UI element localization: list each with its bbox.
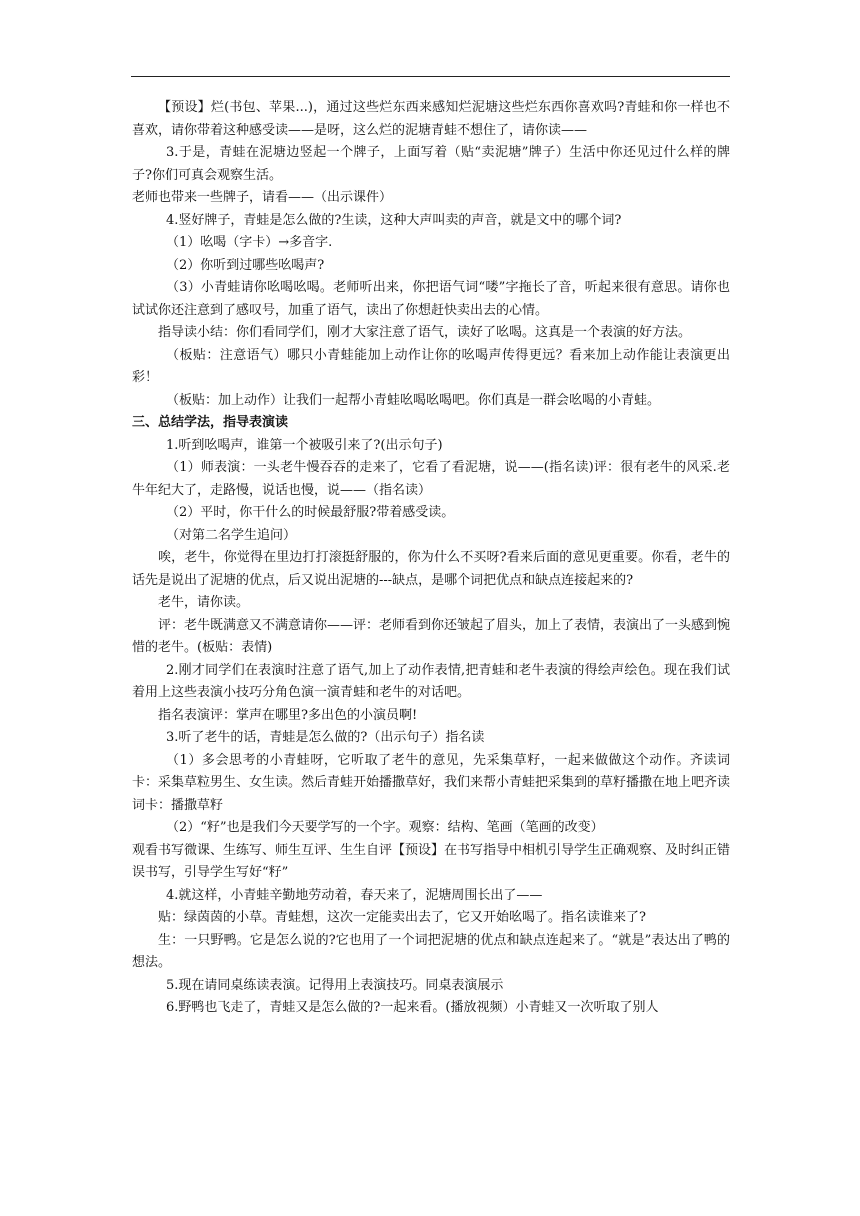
paragraph: 6.野鸭也飞走了，青蛙又是怎么做的?一起来看。(播放视频）小青蛙又一次听取了别人 — [166, 1000, 659, 1015]
paragraph: （2）你听到过哪些吆喝声? — [166, 257, 325, 273]
paragraph: 1.听到吆喝声，谁第一个被吸引来了?(出示句子) — [166, 437, 443, 453]
section-heading: 三、总结学法，指导表演读 — [132, 415, 289, 430]
paragraph: 贴：绿茵茵的小草。青蛙想，这次一定能卖出去了，它又开始吆喝了。指名读谁来了? — [158, 910, 646, 925]
paragraph: （板贴：加上动作）让我们一起帮小青蛙吆喝吆喝吧。你们真是一群会吆喝的小青蛙。 — [166, 392, 661, 408]
header-rule — [131, 76, 730, 77]
paragraph: 5.现在请同桌练读表演。记得用上表演技巧。同桌表演展示 — [166, 977, 504, 993]
paragraph: 3.听了老牛的话，青蛙是怎么做的?（出示句子）指名读 — [166, 730, 485, 745]
paragraph: （1）多会思考的小青蛙呀，它听取了老牛的意见，先采集草籽，一起来做做这个动作。齐读词卡：采集草粒男生、女生读。然后青蛙开始播撒草好，我们来帮小青蛙把采集到的草籽播撒在地上吧齐读词卡：播撒草籽 — [132, 752, 731, 813]
paragraph: 评：老牛既满意又不满意请你——评：老师看到你还皱起了眉头，加上了表情，表演出了一头感到惋惜的老牛。(板贴：表情) — [132, 617, 731, 655]
paragraph: 4.竖好牌子，青蛙是怎么做的?生读，这种大声叫卖的声音，就是文中的哪个词? — [166, 212, 622, 228]
paragraph: （对第二名学生追问） — [166, 527, 297, 543]
paragraph: （2）平时，你干什么的时候最舒服?带着感受读。 — [166, 505, 455, 520]
paragraph: 唉，老牛，你觉得在里边打打滚挺舒服的，你为什么不买呀?看来后面的意见更重要。你看，老牛的话先是说出了泥塘的优点，后又说出泥塘的---缺点，是哪个词把优点和缺点连接起来的? — [132, 550, 730, 588]
paragraph: （板贴：注意语气）哪只小青蛙能加上动作让你的吆喝声传得更远？看来加上动作能让表演更出彩！ — [132, 347, 730, 385]
paragraph: 指名表演评：掌声在哪里?多出色的小演员啊! — [158, 707, 418, 723]
paragraph: 2.刚才同学们在表演时注意了语气,加上了动作表情,把青蛙和老牛表演的得绘声绘色。现在我们试着用上这些表演小技巧分角色演一演青蛙和老牛的对话吧。 — [132, 662, 730, 700]
paragraph: （2）“籽”也是我们今天要学写的一个字。观察：结构、笔画（笔画的改变） — [166, 820, 604, 835]
paragraph: 3.于是，青蛙在泥塘边竖起一个牌子，上面写着（贴“卖泥塘”牌子）生活中你还见过什么样的牌子?你们可真会观察生活。 — [132, 145, 730, 183]
paragraph: 生：一只野鸭。它是怎么说的?它也用了一个词把泥塘的优点和缺点连起来了。“就是”表达出了鸭的想法。 — [132, 932, 730, 970]
paragraph: （1）吆喝（字卡）→多音字. — [166, 235, 333, 250]
paragraph: 指导读小结：你们看同学们，刚才大家注意了语气，读好了吆喝。这真是一个表演的好方法。 — [158, 325, 692, 340]
paragraph: （3）小青蛙请你吆喝吆喝。老师听出来，你把语气词“喽”字拖长了音，听起来很有意思。请你也试试你还注意到了感叹号，加重了语气，读出了你想赶快卖出去的心情。 — [132, 280, 730, 318]
paragraph: 4.就这样，小青蛙辛勤地劳动着，春天来了，泥塘周围长出了—— — [166, 887, 543, 903]
paragraph: 老师也带来一些牌子，请看——（出示课件） — [132, 190, 393, 205]
paragraph: 【预设】烂(书包、苹果...)，通过这些烂东西来感知烂泥塘这些烂东西你喜欢吗?青蛙和你一样也不喜欢，请你带着这种感受读——是呀，这么烂的泥塘青蛙不想住了，请你读—— — [132, 100, 730, 138]
paragraph: 老牛，请你读。 — [158, 595, 250, 610]
paragraph: （1）师表演：一头老牛慢吞吞的走来了，它看了看泥塘，说——(指名读)评：很有老牛的风采.老牛年纪大了，走路慢，说话也慢，说——（指名读） — [132, 460, 730, 498]
paragraph: 观看书写微课、生练写、师生互评、生生自评【预设】在书写指导中相机引导学生正确观察、及时纠正错误书写，引导学生写好“籽” — [132, 842, 731, 880]
document-body — [132, 97, 730, 1020]
